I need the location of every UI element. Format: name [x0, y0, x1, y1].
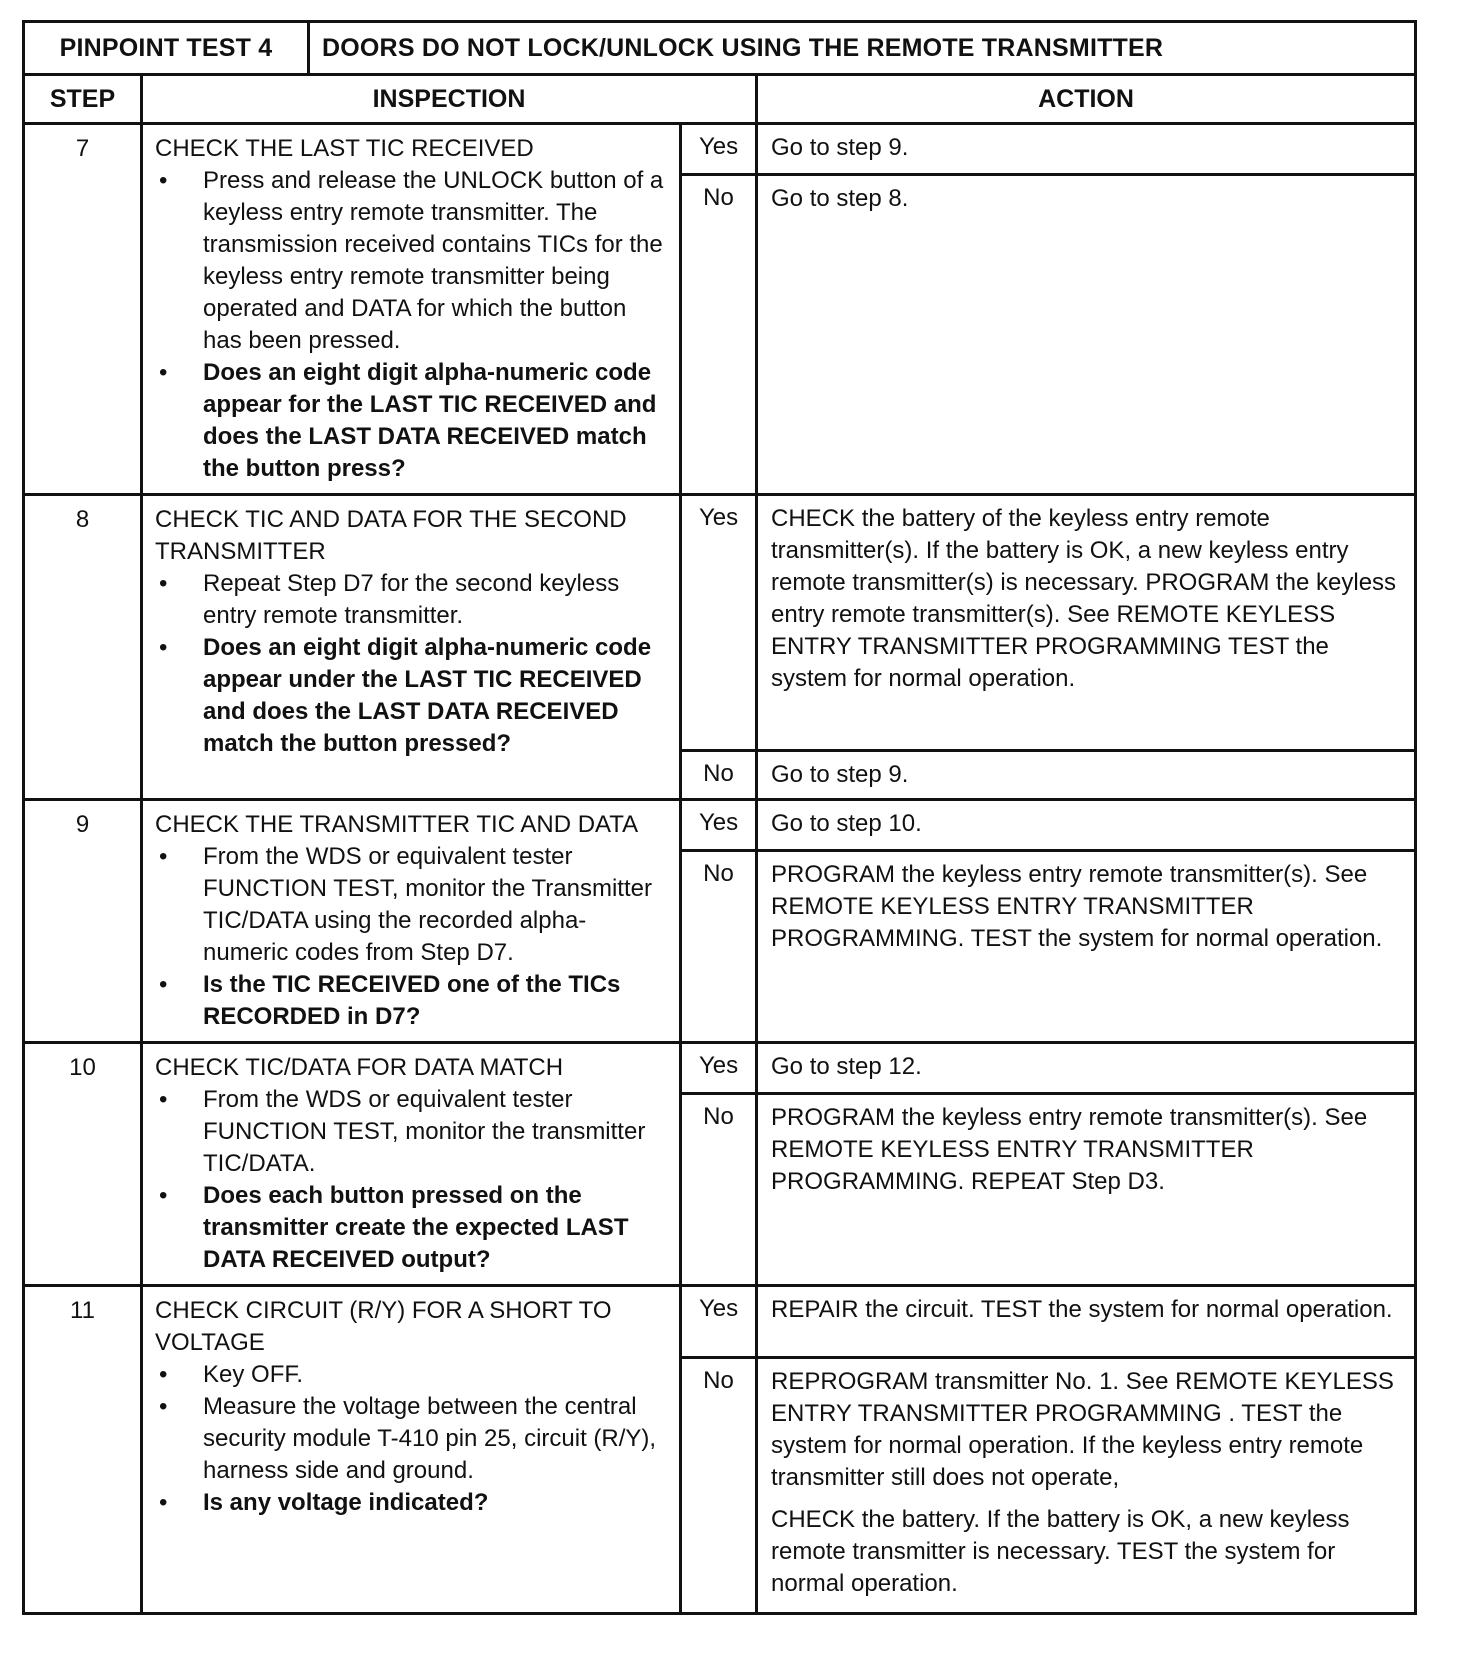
inspection-cell	[142, 495, 681, 800]
inspection-bullet	[155, 568, 669, 632]
inspection-cell	[142, 1043, 681, 1286]
action-cell	[757, 751, 1416, 800]
step-number: 9	[24, 800, 142, 1043]
yes-answer: Yes	[681, 495, 757, 751]
action-cell	[757, 175, 1416, 495]
step-rows	[24, 124, 1416, 1614]
bullet-icon: •	[159, 634, 168, 661]
bullet-icon: •	[159, 1182, 168, 1209]
bullet-icon: •	[159, 167, 168, 194]
action-cell	[757, 800, 1416, 851]
bullet-icon: •	[159, 359, 168, 386]
test-header-row	[24, 22, 1416, 75]
inspection-bullet	[155, 1084, 669, 1180]
bullet-text: Press and release the UNLOCK button of a keyless entry remote transmitter. The transmission received contains TICs for the keyless entry remote transmitter being operated and DATA for which the button has been pressed.	[203, 167, 664, 354]
question-text: Does an eight digit alpha-numeric code appear for the LAST TIC RECEIVED and does the LAST DATA RECEIVED match the button press?	[203, 359, 657, 482]
no-answer: No	[681, 1094, 757, 1286]
bullet-icon: •	[159, 1393, 168, 1420]
no-answer: No	[681, 175, 757, 495]
action-text: REPAIR the circuit. TEST the system for normal operation.	[771, 1296, 1393, 1323]
action-text: CHECK the battery. If the battery is OK, a new keyless remote transmitter is necessary. TEST the system for normal operation.	[771, 1506, 1350, 1597]
bullet-text: Repeat Step D7 for the second keyless entry remote transmitter.	[203, 570, 620, 629]
bullet-icon: •	[159, 1361, 168, 1388]
inspection-bullet	[155, 1391, 669, 1487]
action-cell	[757, 1094, 1416, 1286]
inspection-question	[155, 1180, 669, 1276]
action-cell	[757, 495, 1416, 751]
step-result-row	[24, 495, 1416, 751]
yes-answer: Yes	[681, 800, 757, 851]
bullet-text: From the WDS or equivalent tester FUNCTION TEST, monitor the Transmitter TIC/DATA using the recorded alpha-numeric codes from Step D7.	[203, 843, 652, 966]
action-text: Go to step 9.	[771, 761, 909, 788]
bullet-icon: •	[159, 843, 168, 870]
action-text: REPROGRAM transmitter No. 1. See REMOTE KEYLESS ENTRY TRANSMITTER PROGRAMMING . TEST the system for normal operation. If the keyless entry remote transmitter still does not operate,	[771, 1368, 1394, 1491]
bullet-icon: •	[159, 1489, 168, 1516]
action-cell	[757, 851, 1416, 1043]
step-number: 10	[24, 1043, 142, 1286]
pinpoint-test-table	[22, 20, 1417, 1615]
inspection-cell	[142, 800, 681, 1043]
column-header-inspection: INSPECTION	[142, 75, 757, 124]
action-text: CHECK the battery of the keyless entry remote transmitter(s). If the battery is OK, a new keyless entry remote transmitter(s) is necessary. PROGRAM the keyless entry remote transmitter(s). See REMOTE KEYLESS ENTRY TRANSMITTER PROGRAMMING TEST the system for normal operation.	[771, 505, 1397, 692]
question-text: Is any voltage indicated?	[203, 1489, 489, 1516]
bullet-icon: •	[159, 1086, 168, 1113]
bullet-text: Key OFF.	[203, 1361, 304, 1388]
inspection-title: CHECK THE LAST TIC RECEIVED	[155, 135, 534, 162]
inspection-title: CHECK TIC/DATA FOR DATA MATCH	[155, 1054, 564, 1081]
bullet-text: Measure the voltage between the central security module T-410 pin 25, circuit (R/Y), harness side and ground.	[203, 1393, 657, 1484]
inspection-bullet	[155, 1359, 669, 1391]
inspection-title: CHECK THE TRANSMITTER TIC AND DATA	[155, 811, 639, 838]
inspection-question	[155, 357, 669, 485]
step-result-row	[24, 800, 1416, 851]
action-cell	[757, 1358, 1416, 1614]
column-header-step: STEP	[24, 75, 142, 124]
inspection-title: CHECK CIRCUIT (R/Y) FOR A SHORT TO VOLTAGE	[155, 1297, 612, 1356]
no-answer: No	[681, 751, 757, 800]
no-answer: No	[681, 1358, 757, 1614]
action-text: Go to step 12.	[771, 1053, 922, 1080]
no-answer: No	[681, 851, 757, 1043]
step-number: 11	[24, 1286, 142, 1614]
column-header-action: ACTION	[757, 75, 1416, 124]
inspection-question	[155, 969, 669, 1033]
step-result-row	[24, 1043, 1416, 1094]
question-text: Does each button pressed on the transmitter create the expected LAST DATA RECEIVED output?	[203, 1182, 629, 1273]
inspection-cell	[142, 124, 681, 495]
yes-answer: Yes	[681, 1286, 757, 1358]
step-number: 8	[24, 495, 142, 800]
inspection-cell	[142, 1286, 681, 1614]
question-text: Does an eight digit alpha-numeric code appear under the LAST TIC RECEIVED and does the LAST DATA RECEIVED match the button pressed?	[203, 634, 652, 757]
action-text: Go to step 10.	[771, 810, 922, 837]
question-text: Is the TIC RECEIVED one of the TICs RECORDED in D7?	[203, 971, 621, 1030]
inspection-question	[155, 632, 669, 760]
action-cell	[757, 124, 1416, 175]
bullet-text: From the WDS or equivalent tester FUNCTION TEST, monitor the transmitter TIC/DATA.	[203, 1086, 646, 1177]
step-result-row	[24, 124, 1416, 175]
action-text: Go to step 8.	[771, 185, 909, 213]
yes-answer: Yes	[681, 1043, 757, 1094]
action-cell	[757, 1043, 1416, 1094]
action-text: Go to step 9.	[771, 134, 909, 161]
column-header-row	[24, 75, 1416, 124]
inspection-question	[155, 1487, 669, 1519]
action-text: PROGRAM the keyless entry remote transmitter(s). See REMOTE KEYLESS ENTRY TRANSMITTER PROGRAMMING. REPEAT Step D3.	[771, 1104, 1368, 1196]
yes-answer: Yes	[681, 124, 757, 175]
pinpoint-test-sheet	[22, 20, 1414, 1615]
inspection-title: CHECK TIC AND DATA FOR THE SECOND TRANSMITTER	[155, 506, 627, 565]
test-id: PINPOINT TEST 4	[24, 22, 309, 75]
action-cell	[757, 1286, 1416, 1358]
bullet-icon: •	[159, 570, 168, 597]
inspection-bullet	[155, 165, 669, 357]
test-title: DOORS DO NOT LOCK/UNLOCK USING THE REMOTE TRANSMITTER	[309, 22, 1416, 75]
step-result-row	[24, 1286, 1416, 1358]
action-text: PROGRAM the keyless entry remote transmitter(s). See REMOTE KEYLESS ENTRY TRANSMITTER PROGRAMMING. TEST the system for normal operation.	[771, 861, 1383, 953]
step-number: 7	[24, 124, 142, 495]
bullet-icon: •	[159, 971, 168, 998]
inspection-bullet	[155, 841, 669, 969]
